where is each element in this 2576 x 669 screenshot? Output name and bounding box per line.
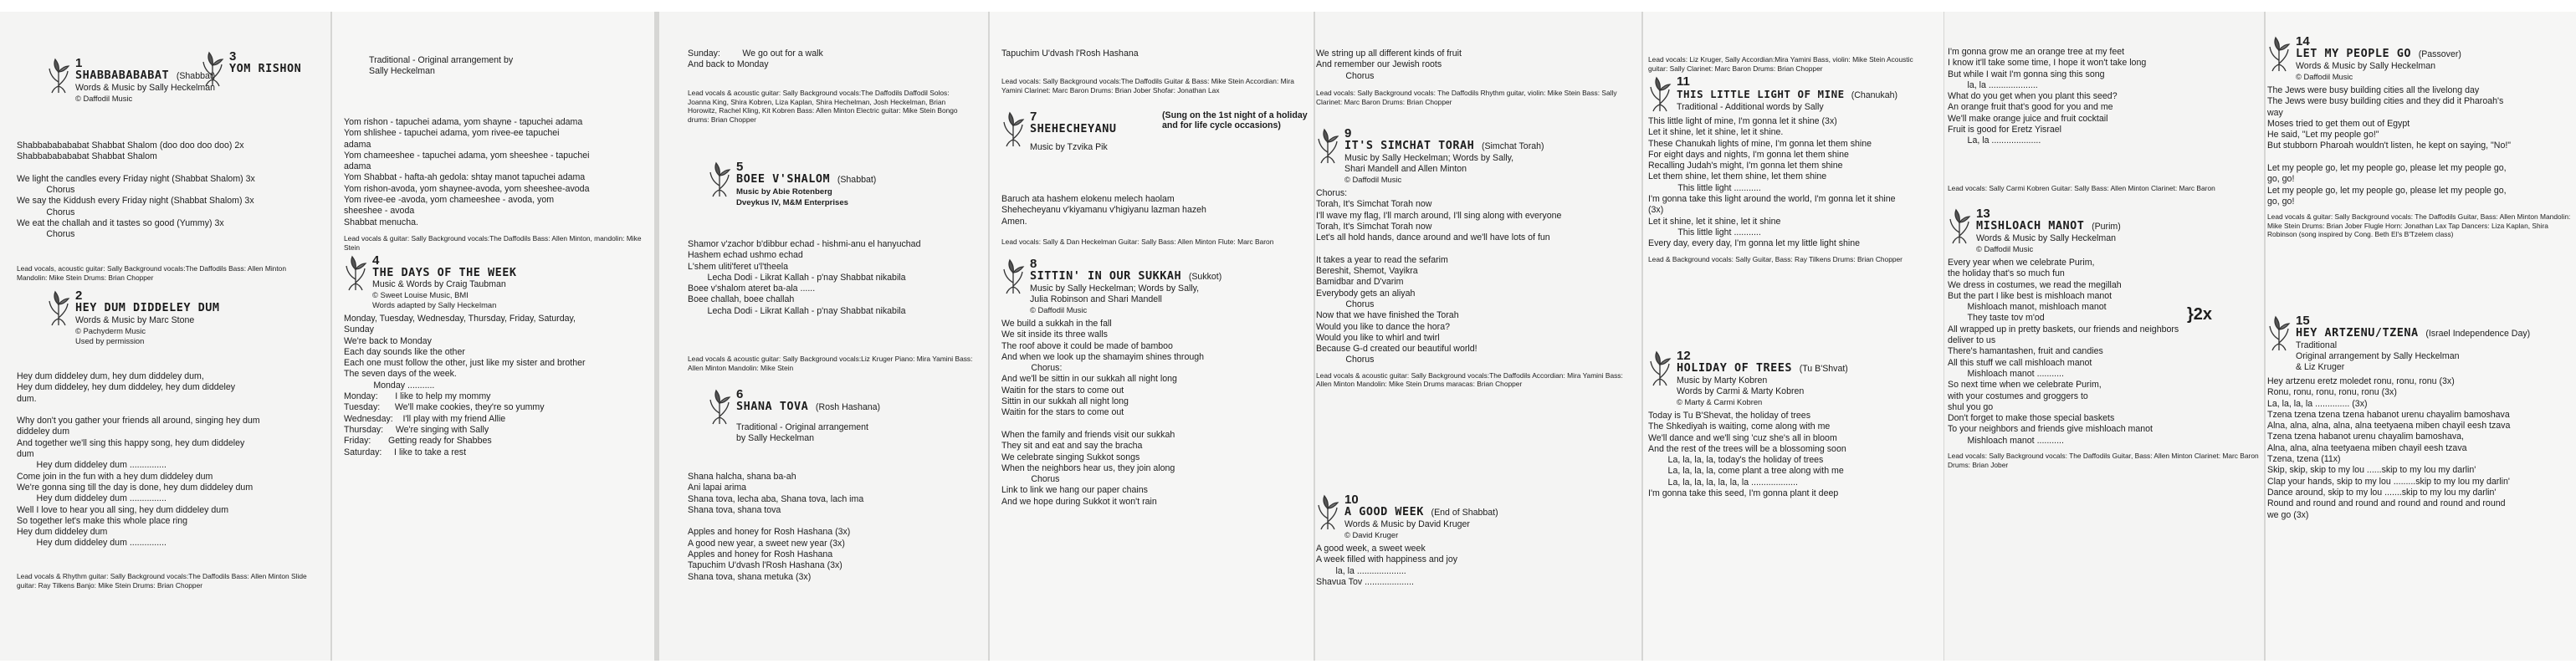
song-5-credits: Lead vocals & acoustic guitar: Sally Background vocals:Liz Kruger Piano: Mira Yamini Bass: Allen Minton Mandolin: Mike Stein [688, 355, 973, 372]
song-5-lyrics: Shamor v'zachor b'dibbur echad - hishmi-anu el hanyuchad Hashem echad ushmo echad L'shem uliti'feret u'l'theela Lecha Dodi - Likrat Kallah - p'nay Shabbat nikabila Boee v'shalom ateret ba-ala ...... Boee challah, boee challah Lecha Dodi - Likrat Kallah - p'nay Shabbat nikabila [688, 239, 921, 316]
song-header [708, 388, 984, 444]
song-8-lyrics: We build a sukkah in the fall We sit inside its three walls The roof above it could be made of bamboo And when we look up the shamayim shines through Chorus: And we'll be sittin in our sukkah all night long Waitin for the stars to come out Sittin in our sukkah all night long Waitin for the stars to come out When the family and friends visit our sukkah They sit and eat and say the bracha We celebrate singing Sukkot songs When the neighbors hear us, they join along Chorus Link to link we hang our paper chains And we hope during Sukkot it won't rain [1001, 319, 1205, 507]
daffodil-icon [201, 50, 224, 87]
panel-2 [332, 12, 654, 661]
song-header [1316, 493, 1634, 540]
song-author: Traditional Original arrangement by Sally Heckelman & Liz Kruger [2296, 340, 2460, 372]
daffodil-icon [1648, 350, 1672, 386]
song-7-occasion: (Sung on the 1st night of a holiday and for life cycle occasions) [1162, 110, 1308, 130]
song-author: Traditional - Additional words by Sally [1677, 102, 1824, 112]
song-6-lyrics: Shana halcha, shana ba-ah Ani lapai arima Shana tova, lecha aba, Shana tova, lach ima Shana tova, shana tova Apples and honey for Rosh Hashana (3x) A good new year, a sweet new year (3x) Apples and honey for Rosh Hashana Tapuchim U'dvash l'Rosh Hashana (3x) Shana tova, shana metuka (3x) [688, 472, 864, 582]
song-publisher: © Daffodil Music [2296, 72, 2353, 81]
daffodil-icon [47, 289, 70, 326]
song-11 [1648, 75, 1941, 270]
song-title: HEY ARTZENU/TZENA (Israel Independence Day) [2296, 326, 2531, 340]
song-4 [344, 254, 653, 458]
song-header [47, 289, 330, 346]
song-author: Music & Words by Craig Taubman [372, 279, 506, 289]
song-11-credits: Lead & Background vocals: Sally Guitar, Bass: Ray Tilkens Drums: Brian Chopper [1648, 254, 1903, 263]
song-title: HOLIDAY OF TREES (Tu B'Shvat) [1677, 361, 1848, 375]
song-14-lyrics: The Jews were busy building cities all the livelong day The Jews were busy building cities and they did it Pharoah's way Moses tried to get them out of Egypt He said, "Let my people go!" But stubborn Pharoah wouldn't listen, he kept on saying, "No!" Let my people go, let my people go, please let my people go, go, go! Let my people go, let my people go, please let my people go, go, go! [2267, 85, 2512, 207]
song-3-lyrics: Yom rishon - tapuchei adama, yom shayne - tapuchei adama Yom shlishee - tapuchei adama, yom rivee-ee tapuchei adama Yom chameeshee - tapuchei adama, yom sheeshee - tapuchei adama Yom Shabbat - hafta-ah gedola: shtay manot tapuchei adama Yom rishon-avoda, yom shaynee-avoda, yom sheeshee-avoda Yom rivee-ee -avoda, yom chameeshee - avoda, yom sheeshee - avoda Shabbat menucha. [344, 117, 590, 227]
song-author: Music by Abie Rotenberg Dveykus IV, M&M Enterprises [736, 187, 849, 207]
song-3-detail [344, 55, 653, 77]
song-title: A GOOD WEEK (End of Shabbat) [1344, 505, 1498, 518]
song-header [1316, 127, 1634, 185]
song-number: 5 [736, 160, 744, 174]
song-14-credits: Lead vocals & guitar: Sally Background vocals: The Daffodils Guitar, Bass: Allen Minton Mandolin: Mike Stein Drums: Brian Jober Flugle Horn: Jonathan Lax Tap Dancers: Liza Kaplan, Shira Robinson (song inspired by Cong. Beth El's B'Tzelem class) [2267, 212, 2571, 239]
panel-7 [1944, 12, 2264, 661]
song-number: 15 [2296, 314, 2310, 328]
song-14 [2267, 35, 2573, 246]
song-12 [1648, 350, 1941, 499]
song-header [1648, 350, 1941, 407]
song-15-lyrics: Hey artzenu eretz moledet ronu, ronu, ronu (3x) Ronu, ronu, ronu, ronu, ronu (3x) La, la, la, la .............. (3x) Tzena tzena tzena tzena habanot urenu chayalim bamoshava Alna, alna, alna, alna, alna teetyaena miben chayil eesh tzava Tzena tzena habanot urenu chayalim bamoshava, Alna, alna, alna teetyaena miben chayil eesh tzava Tzena, tzena (11x) Skip, skip, skip to my lou ......skip to my lou my darlin' Clap your hands, skip to my lou .........skip to my lou my darlin' Dance around, skip to my lou .......skip to my lou my darlin' Round and round and round and round and round and round we go (3x) [2267, 376, 2511, 520]
panel-3 [659, 12, 988, 661]
song-12-lyrics: Today is Tu B'Shevat, the holiday of trees The Shkediyah is waiting, come along with me We'll dance and we'll sing 'cuz she's all in bloom And the rest of the trees will be a blossoming soon La, la, la, la, today's the holiday of trees La, la, la, la, come plant a tree along with me La, la, la, la, la, la, la ................... I'm gonna take this seed, I'm gonna plant it deep [1648, 411, 1846, 499]
song-author: Traditional - Original arrangement by Sally Heckelman [369, 55, 514, 76]
song-header [1948, 207, 2261, 254]
song-2-lyrics: Hey dum diddeley dum, hey dum diddeley dum, Hey dum diddeley, hey dum diddeley, hey dum diddeley dum. Why don't you gather your friends all around, singing hey dum diddeley dum And together we'll sing this happy song, hey dum diddeley dum Hey dum diddeley dum ............... Come join in the fun with a hey dum diddeley dum We're gonna sing till the day is done, hey dum diddeley dum Hey dum diddeley dum ............... Well I love to hear you all sing, hey dum diddeley dum So together let's make this whole place ring Hey dum diddeley dum Hey dum diddeley dum ............... [17, 371, 260, 549]
song-3-credits: Lead vocals & guitar: Sally Background vocals:The Daffodils Bass: Allen Minton, mandolin: Mike Stein [344, 234, 642, 252]
song-8-credits: Lead vocals: Sally Background vocals: The Daffodils Rhythm guitar, violin: Mike Stein Bass: Sally Clarinet: Marc Baron Drums: Brian Chopper [1316, 89, 1617, 106]
daffodil-icon [2267, 35, 2291, 72]
song-publisher: © Daffodil Music [1344, 175, 1402, 184]
song-title: SHABBABABABAT (Shabbat) [75, 69, 216, 82]
song-3 [201, 50, 326, 89]
song-publisher: © Daffodil Music [1030, 305, 1088, 314]
song-number: 12 [1677, 349, 1691, 363]
song-number: 6 [736, 387, 744, 401]
song-12-credits: Lead vocals: Sally Carmi Kobren Guitar: Sally Bass: Allen Minton Clarinet: Marc Baron [1948, 184, 2215, 192]
song-9-credits: Lead vocals & acoustic guitar: Sally Background vocals:The Daffodils Accordian: Mira Yamini Bass: Allen Minton Mandolin: Mike Stein Drums maracas: Brian Chopper [1316, 370, 1623, 389]
song-8 [1001, 258, 1311, 508]
song-title: SHEHECHEYANU [1030, 122, 1117, 135]
song-publisher: © Marty & Carmi Kobren [1677, 397, 1763, 406]
song-2-credits: Lead vocals & Rhythm guitar: Sally Background vocals:The Daffodils Bass: Allen Minton Slide guitar: Ray Tilkens Banjo: Mike Stein Drums: Brian Chopper [17, 572, 307, 590]
song-publisher: © Daffodil Music [75, 94, 133, 103]
day-sunday-line: Sunday: We go out for a walk And back to Monday [688, 49, 823, 70]
song-header [1648, 75, 1941, 113]
song-author: Words & Music by Marc Stone [75, 315, 195, 325]
song-7-lyrics: Baruch ata hashem elokenu melech haolam Shehecheyanu v'kiyamanu v'higiyanu lazman hazeh Amen. [1001, 194, 1206, 227]
song-number: 4 [372, 253, 380, 268]
daffodil-icon [344, 254, 367, 291]
song-7 [1001, 110, 1311, 155]
repeat-bracket: }2x [2187, 305, 2213, 324]
daffodil-icon [2267, 314, 2291, 351]
song-4-lyrics: Monday, Tuesday, Wednesday, Thursday, Friday, Saturday, Sunday We're back to Monday Each day sounds like the other Each one must follow the other, just like my sister and brother The seven days of the week. Monday ........... Monday: I like to help my mommy Tuesday: We'll make cookies, they're so yummy Wednesday: I'll play with my friend Allie Thursday: We're singing with Sally Friday: Getting ready for Shabbes Saturday: I like to take a rest [344, 314, 586, 457]
daffodil-icon [708, 388, 731, 425]
song-number: 3 [229, 49, 237, 64]
daffodil-icon [708, 161, 731, 197]
song-1-lyrics: Shabbababababat Shabbat Shalom (doo doo doo doo) 2x Shabbababababat Shabbat Shalom We light the candles every Friday night (Shabbat Shalom) 3x Chorus We say the Kiddush every Friday night (Shabbat Shalom) 3x Chorus We eat the challah and it tastes so good (Yummy) 3x Chorus [17, 140, 255, 240]
daffodil-icon [1648, 75, 1672, 112]
song-author: Words & Music by Sally Heckelman [2296, 61, 2436, 71]
song-author: Music by Sally Heckelman; Words by Sally, Shari Mandell and Allen Minton [1344, 153, 1514, 174]
song-1-credits: Lead vocals, acoustic guitar: Sally Background vocals:The Daffodils Bass: Allen Minton Mandolin: Mike Stein Drums: Brian Chopper [17, 264, 286, 282]
song-author: Music by Marty Kobren Words by Carmi & Marty Kobren [1677, 375, 1805, 396]
song-header [708, 161, 984, 208]
panel-6 [1643, 12, 1944, 661]
song-title: BOEE V'SHALOM (Shabbat) [736, 172, 877, 186]
song-header [1001, 110, 1311, 153]
song-author: Music by Tzvika Pik [1030, 142, 1108, 152]
song-header [1001, 258, 1311, 315]
song-title: LET MY PEOPLE GO (Passover) [2296, 47, 2461, 60]
song-13 [1948, 207, 2261, 476]
panel-5 [1315, 12, 1641, 661]
song-4-credits: Lead vocals & acoustic guitar: Sally Background vocals:The Daffodils Daffodil Solos: Joanna King, Shira Kobren, Liza Kaplan, Shira Hechelman, Josh Heckelman, Brian Horowitz, Rachel Kling, Kit Kobren Bass: Allen Minton Electric guitar: Mike Stein Bongo drums: Brian Chopper [688, 89, 958, 124]
song-title: IT'S SIMCHAT TORAH (Simchat Torah) [1344, 139, 1544, 152]
song-13-lyrics: Every year when we celebrate Purim, the holiday that's so much fun We dress in costumes, we read the megillah But the part I like best is mishloach manot Mishloach manot, mishloach manot They taste tov m'od All wrapped up in pretty baskets, our friends and neighbors deliver to us There's hamantashen, fruit and candies All this stuff we call mishloach manot Mishloach manot ........... So next time when we celebrate Purim, with your costumes and groggers to shul you go Don't forget to make those special baskets To your neighbors and friends give mishloach manot Mishloach manot ........... [1948, 258, 2179, 446]
song-number: 10 [1344, 493, 1359, 507]
song-header [2267, 314, 2573, 373]
song-12-continued: I'm gonna grow me an orange tree at my feet I know it'll take some time, I hope it won't take long But while I wait I'm gonna sing this song la, la .................... What do you get when you plant this seed? An orange fruit that's good for you and me We'll make orange juice and fruit cocktail Fruit is good for Eretz Yisrael La, la .................... [1948, 47, 2147, 146]
daffodil-icon [47, 57, 70, 94]
song-8-last-lines: We string up all different kinds of fruit And remember our Jewish roots Chorus [1316, 49, 1462, 81]
song-10 [1316, 493, 1634, 588]
song-header [2267, 35, 2573, 82]
daffodil-icon [1316, 127, 1339, 164]
song-9-lyrics: Chorus: Torah, It's Simchat Torah now I'll wave my flag, I'll march around, I'll sing along with everyone Torah, It's Simchat Torah now Let's all hold hands, dance around and we'll have lots of fun It takes a year to read the sefarim Bereshit, Shemot, Vayikra Bamidbar and D'varim Everybody gets an aliyah Chorus Now that we have finished the Torah Would you like to dance the hora? Would you like to whirl and twirl Because G-d created our beautiful world! Chorus [1316, 188, 1562, 365]
song-number: 14 [2296, 34, 2310, 49]
song-author: Words & Music by David Kruger [1344, 519, 1470, 529]
song-6-credits: Lead vocals: Sally Background vocals:The Daffodils Guitar & Bass: Mike Stein Accordian: Mira Yamini Clarinet: Marc Baron Drums: Brian Jober Shofar: Jonathan Lax [1001, 77, 1294, 94]
song-5 [708, 161, 984, 210]
song-7-credits: Lead vocals: Sally & Dan Heckelman Guitar: Sally Bass: Allen Minton Flute: Marc Baron [1001, 237, 1274, 246]
song-publisher: © Pachyderm Music Used by permission [75, 326, 146, 345]
song-number: 9 [1344, 126, 1352, 140]
panel-1 [0, 12, 330, 661]
daffodil-icon [1316, 493, 1339, 530]
song-13-credits: Lead vocals: Sally Background vocals: The Daffodils Guitar, Bass: Allen Minton Clarinet: Marc Baron Drums: Brian Jober [1948, 452, 2259, 469]
song-title: YOM RISHON [229, 62, 302, 75]
daffodil-icon [1948, 207, 1971, 244]
song-title: SHANA TOVA (Rosh Hashana) [736, 400, 881, 413]
song-publisher: © Daffodil Music [1976, 244, 2034, 253]
song-number: 7 [1030, 110, 1037, 124]
song-title: MISHLOACH MANOT (Purim) [1976, 219, 2121, 232]
song-number: 1 [75, 56, 83, 70]
panel-8 [2266, 12, 2576, 661]
song-author: Words & Music by Sally Heckelman [1976, 233, 2117, 243]
song-author: Traditional - Original arrangement by Sally Heckelman [736, 422, 868, 443]
daffodil-icon [1001, 258, 1025, 294]
song-number: 8 [1030, 257, 1037, 271]
song-author: Words & Music by Sally Heckelman [75, 83, 216, 93]
song-header [344, 254, 653, 310]
song-6-last-line: Tapuchim U'dvash l'Rosh Hashana [1001, 49, 1139, 59]
song-title: THE DAYS OF THE WEEK [372, 266, 517, 279]
song-publisher: © David Kruger [1344, 530, 1399, 539]
song-6 [708, 388, 984, 446]
song-10-credits: Lead vocals: Liz Kruger, Sally Accordian:Mira Yamini Bass, violin: Mike Stein Acoustic guitar: Sally Clarinet: Marc Baron Drums: Brian Chopper [1648, 55, 1913, 73]
song-number: 2 [75, 289, 83, 303]
song-11-lyrics: This little light of mine, I'm gonna let it shine (3x) Let it shine, let it shine, let it shine. These Chanukah lights of mine, I'm gonna let them shine For eight days and nights, I'm gonna let them shine Recalling Judah's might, I'm gonna let them shine Let them shine, let them shine, let them shine This little light ........... I'm gonna take this light around the world, I'm gonna let it shine (3x) Let it shine, let it shine, let it shine This little light ........... Every day, every day, I'm gonna let my little light shine [1648, 116, 1896, 249]
song-header [201, 50, 326, 87]
panel-4 [990, 12, 1314, 661]
song-title: SITTIN' IN OUR SUKKAH (Sukkot) [1030, 269, 1222, 283]
song-title: THIS LITTLE LIGHT OF MINE (Chanukah) [1677, 88, 1898, 100]
song-title: HEY DUM DIDDELEY DUM [75, 301, 220, 314]
song-author: Music by Sally Heckelman; Words by Sally, Julia Robinson and Shari Mandell [1030, 283, 1200, 304]
song-9 [1316, 127, 1634, 396]
song-number: 13 [1976, 207, 1990, 221]
song-2 [47, 289, 330, 348]
daffodil-icon [1001, 110, 1025, 147]
song-10-lyrics: A good week, a sweet week A week filled with happiness and joy la, la .................... Shavua Tov .................... [1316, 544, 1458, 587]
songbook-spread [0, 12, 2576, 661]
song-number: 11 [1677, 74, 1690, 89]
song-publisher: © Sweet Louise Music, BMI Words adapted by Sally Heckelman [372, 290, 497, 309]
song-15 [2267, 314, 2573, 521]
